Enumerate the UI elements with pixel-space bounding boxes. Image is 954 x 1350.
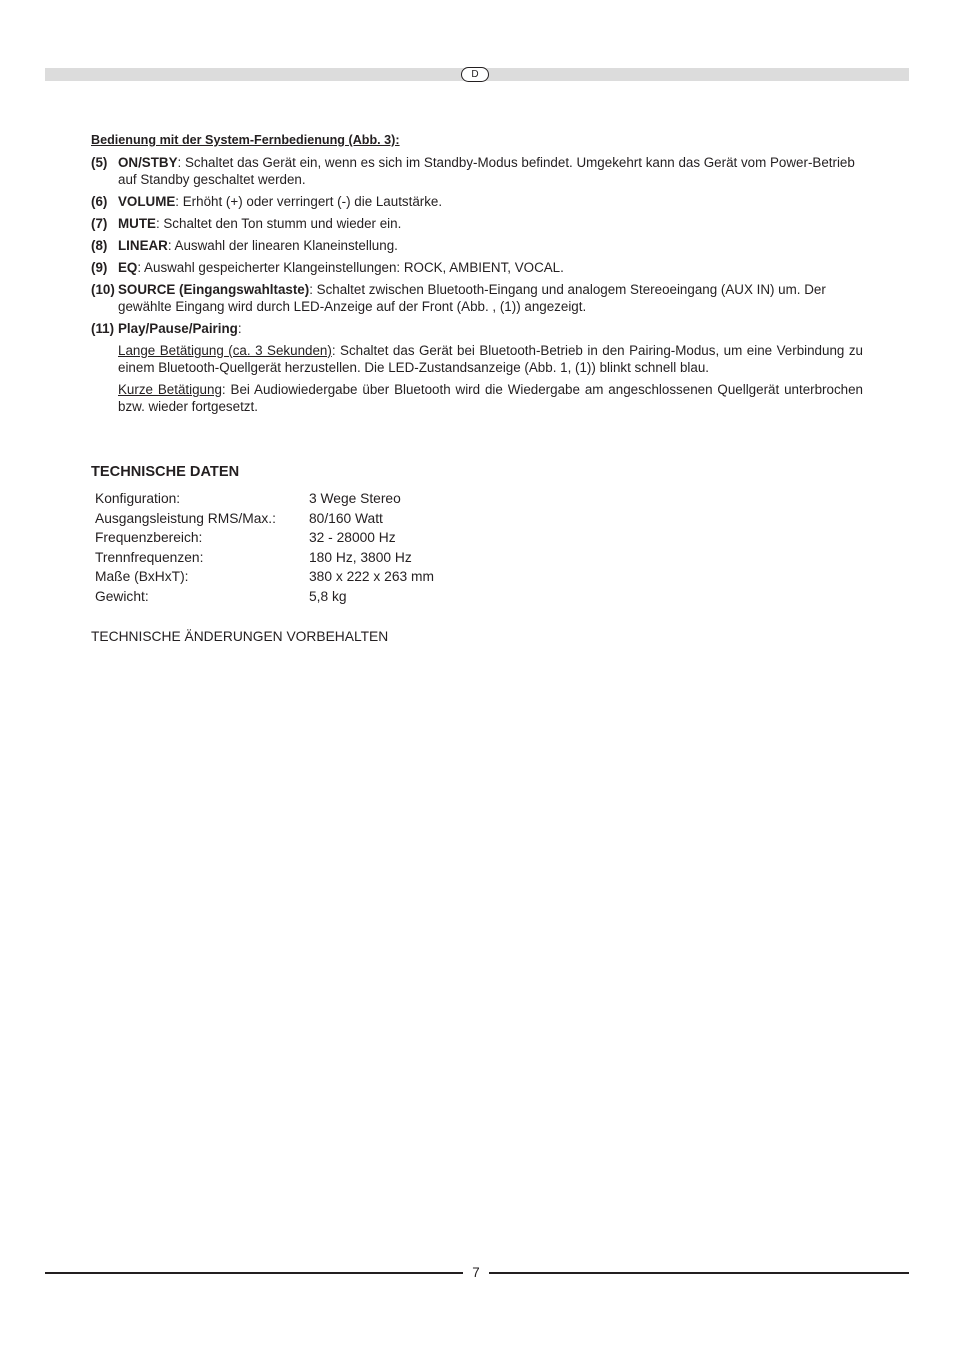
spec-label: Frequenzbereich: bbox=[95, 530, 203, 546]
spec-label: Maße (BxHxT): bbox=[95, 569, 189, 585]
item-text: : Schaltet zwischen Bluetooth-Eingang und analogem Stereoeingang (AUX IN) um. Der gewählte Eingang wird durch LED-Anzeige auf der Front (Abb. , (1)) angezeigt. bbox=[118, 282, 826, 314]
item-text: : Auswahl der linearen Klaneinstellung. bbox=[167, 238, 398, 253]
page-content bbox=[91, 132, 863, 645]
item-key: VOLUME bbox=[118, 194, 176, 209]
item-text: : Schaltet den Ton stumm und wieder ein. bbox=[155, 216, 402, 231]
footer-rule-left bbox=[45, 1272, 463, 1274]
spec-label: Ausgangsleistung RMS/Max.: bbox=[95, 510, 276, 526]
specs-table bbox=[93, 490, 434, 608]
list-item bbox=[91, 259, 863, 276]
spec-label: Gewicht: bbox=[95, 588, 149, 604]
list-item bbox=[91, 281, 863, 315]
sub-paragraph-short-press bbox=[118, 381, 863, 415]
spec-label: Trennfrequenzen: bbox=[95, 549, 204, 565]
item-number: (10) bbox=[91, 282, 115, 297]
table-row bbox=[93, 529, 434, 549]
footer-rule-right bbox=[489, 1272, 909, 1274]
item-number: (9) bbox=[91, 260, 108, 275]
item-key: SOURCE (Eingangswahltaste) bbox=[118, 282, 310, 297]
table-row bbox=[93, 490, 434, 510]
item-text: : Schaltet das Gerät ein, wenn es sich im Standby-Modus befindet. Umgekehrt kann das Gerät vom Power-Betrieb auf Standby geschaltet werden. bbox=[118, 155, 855, 187]
sub-paragraph-long-press bbox=[118, 342, 863, 376]
item-text: : Erhöht (+) oder verringert (-) die Lautstärke. bbox=[175, 194, 443, 209]
item-key: ON/STBY bbox=[118, 155, 178, 170]
sub-label: Lange Betätigung (ca. 3 Sekunden) bbox=[118, 343, 332, 358]
item-text: : Auswahl gespeicherter Klangeinstellungen: ROCK, AMBIENT, VOCAL. bbox=[137, 260, 564, 275]
table-row bbox=[93, 568, 434, 588]
list-item bbox=[91, 215, 863, 232]
item-key: LINEAR bbox=[118, 238, 168, 253]
page-number: 7 bbox=[472, 1265, 480, 1280]
item-number: (5) bbox=[91, 155, 108, 170]
spec-value: 32 - 28000 Hz bbox=[309, 530, 396, 546]
list-item bbox=[91, 320, 863, 337]
item-key: Play/Pause/Pairing bbox=[118, 321, 238, 336]
remote-section-title: Bedienung mit der System-Fernbedienung (Abb. 3): bbox=[91, 133, 400, 147]
spec-value: 80/160 Watt bbox=[309, 510, 383, 526]
spec-value: 3 Wege Stereo bbox=[309, 491, 401, 506]
table-row bbox=[93, 549, 434, 569]
item-number: (7) bbox=[91, 216, 108, 231]
table-row bbox=[93, 510, 434, 530]
language-badge: D bbox=[461, 67, 489, 82]
changes-notice: TECHNISCHE ÄNDERUNGEN VORBEHALTEN bbox=[91, 628, 389, 644]
item-key: MUTE bbox=[118, 216, 156, 231]
spec-value: 180 Hz, 3800 Hz bbox=[309, 549, 412, 565]
item-text: : bbox=[237, 321, 242, 336]
list-item bbox=[91, 237, 863, 254]
tech-section-title: TECHNISCHE DATEN bbox=[91, 464, 240, 480]
list-item bbox=[91, 193, 863, 210]
sub-text: : Bei Audiowiedergabe über Bluetooth wird die Wiedergabe am angeschlossenen Quellgerät unterbrochen bzw. wieder fortgesetzt. bbox=[118, 382, 863, 414]
spec-value: 5,8 kg bbox=[309, 588, 347, 604]
list-item bbox=[91, 154, 863, 188]
item-key: EQ bbox=[118, 260, 138, 275]
table-row bbox=[93, 588, 434, 608]
item-number: (8) bbox=[91, 238, 108, 253]
item-number: (6) bbox=[91, 194, 108, 209]
sub-text: : Schaltet das Gerät bei Bluetooth-Betrieb in den Pairing-Modus, um eine Verbindung zu einem Bluetooth-Quellgerät herzustellen. Die LED-Zustandsanzeige (Abb. 1, (1)) blinkt schnell blau. bbox=[118, 343, 863, 375]
spec-value: 380 x 222 x 263 mm bbox=[309, 569, 435, 585]
sub-label: Kurze Betätigung bbox=[118, 382, 222, 397]
spec-label: Konfiguration: bbox=[95, 491, 181, 506]
item-number: (11) bbox=[91, 321, 115, 336]
